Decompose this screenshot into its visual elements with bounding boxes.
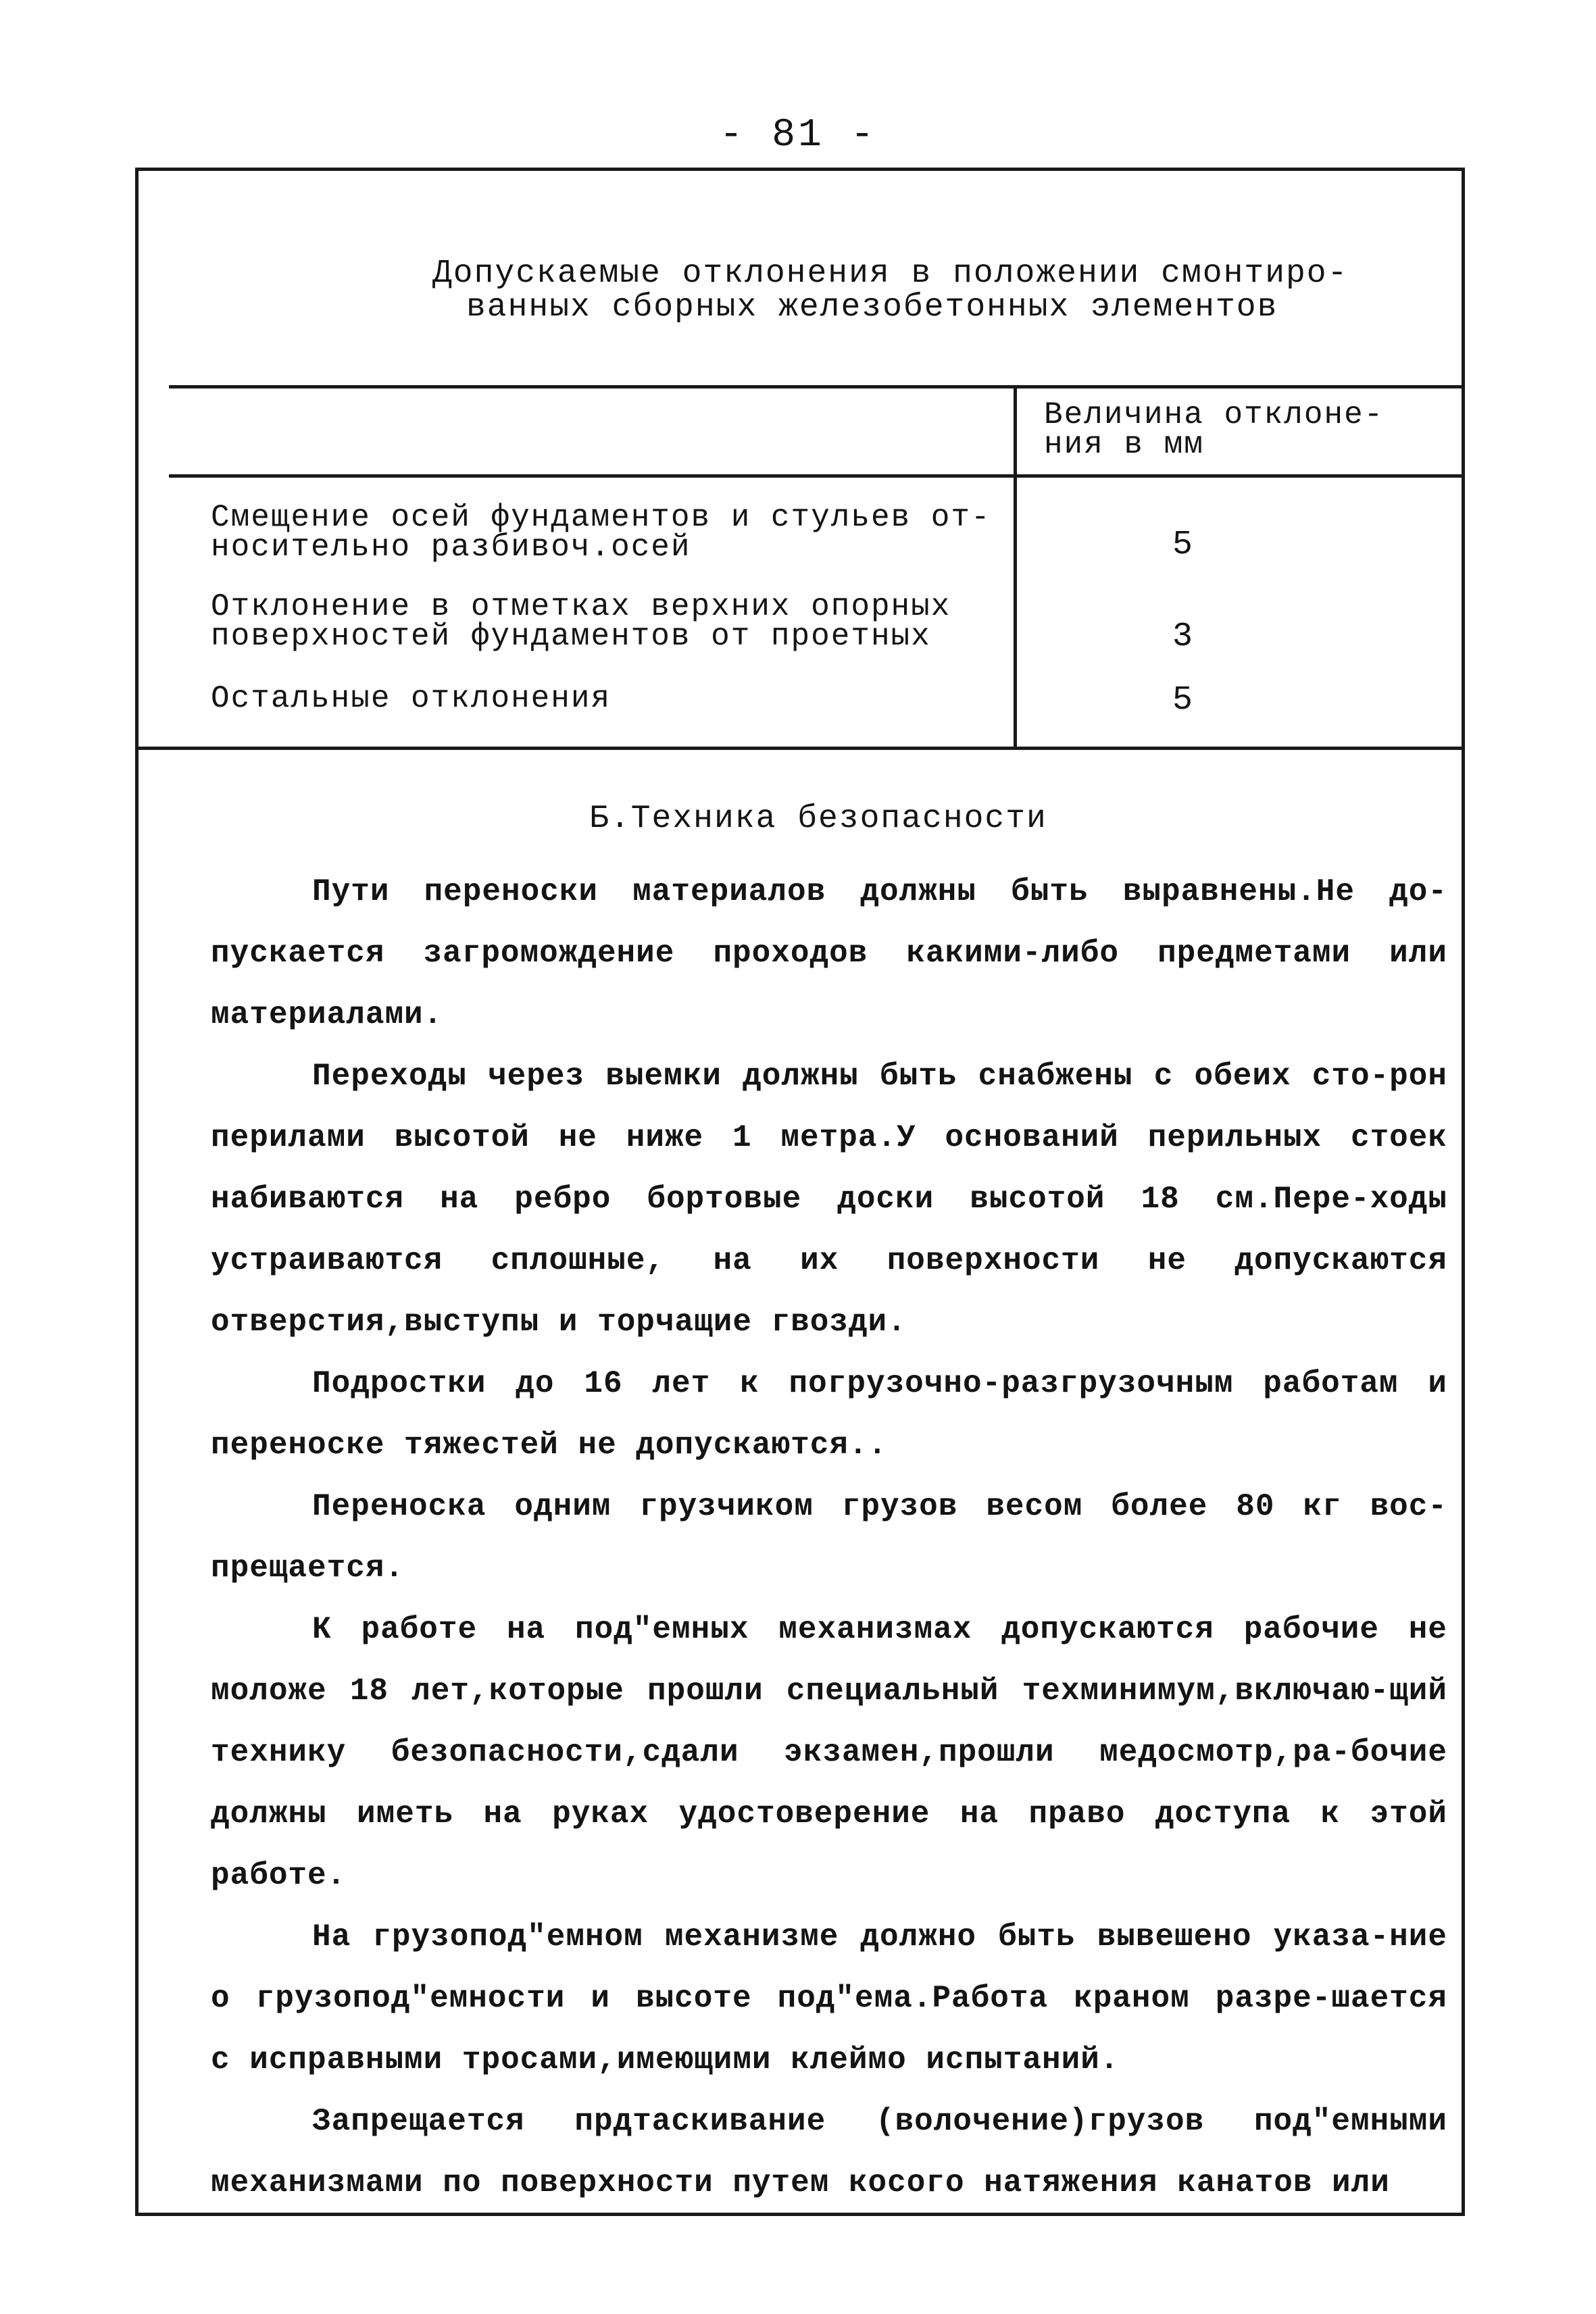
table-title-line-1: Допускаемые отклонения в положении смонтиро- (432, 255, 1349, 292)
paragraph: Запрещается прдтаскивание (волочение)грузов под"емными механизмами по поверхности путем косого натяжения канатов или (211, 2104, 1447, 2200)
table-title-line-2: ванных сборных железобетонных элементов (466, 289, 1278, 326)
body-text (211, 861, 1447, 2214)
deviation-column-header (1044, 397, 1449, 462)
row-label-line: Смещение осей фундаментов и стульев от- (211, 500, 991, 535)
table-row-label (211, 500, 991, 565)
table-row-label (211, 681, 612, 716)
table-column-divider (1014, 385, 1017, 750)
row-label-line: Отклонение в отметках верхних опорных (211, 589, 951, 624)
paragraph: На грузопод"емном механизме должно быть вывешено указа-ние о грузопод"емности и высоте под"ема.Работа краном разре-шается с исправными тросами,имеющими клеймо испытаний. (211, 1919, 1447, 2078)
deviation-header-line-2: ния в мм (1044, 427, 1204, 462)
deviation-header-line-1: Величина отклоне- (1044, 397, 1385, 432)
table-row-value: 5 (1172, 526, 1193, 564)
table-row-value: 5 (1172, 681, 1193, 720)
paragraph: Переноска одним грузчиком грузов весом более 80 кг вос-прещается. (211, 1489, 1447, 1586)
section-title: Б.Техника безопасности (589, 801, 1047, 837)
table-top-rule (169, 385, 1465, 388)
paragraph: Пути переноски материалов должны быть выравнены.Не до-пускается загромождение проходов какими-либо предметами или материалами. (211, 874, 1447, 1032)
table-bottom-rule (135, 747, 1465, 750)
table-row-label (211, 589, 951, 654)
paragraph: К работе на под"емных механизмах допускаются рабочие не моложе 18 лет,которые прошли специальный техминимум,включаю-щий технику безопасности,сдали экзамен,прошли медосмотр,ра-бочие должны иметь на руках удостоверение на право доступа к этой работе. (211, 1612, 1447, 1893)
paragraph: Переходы через выемки должны быть снабжены с обеих сто-рон перилами высотой не ниже 1 метра.У оснований перильных стоек набиваются на ребро бортовые доски высотой 18 см.Пере-ходы устраиваются сплошные, на их поверхности не допускаются отверстия,выступы и торчащие гвозди. (211, 1059, 1447, 1340)
table-row-value: 3 (1172, 618, 1193, 656)
page-number: - 81 - (719, 114, 877, 157)
paragraph: Подростки до 16 лет к погрузочно-разгрузочным работам и переноске тяжестей не допускаются.. (211, 1366, 1447, 1463)
row-label-line: Остальные отклонения (211, 681, 612, 716)
row-label-line: носительно разбивоч.осей (211, 530, 691, 565)
row-label-line: поверхностей фундаментов от проетных (211, 619, 931, 654)
table-title (432, 257, 1446, 324)
table-header-rule (169, 474, 1465, 478)
